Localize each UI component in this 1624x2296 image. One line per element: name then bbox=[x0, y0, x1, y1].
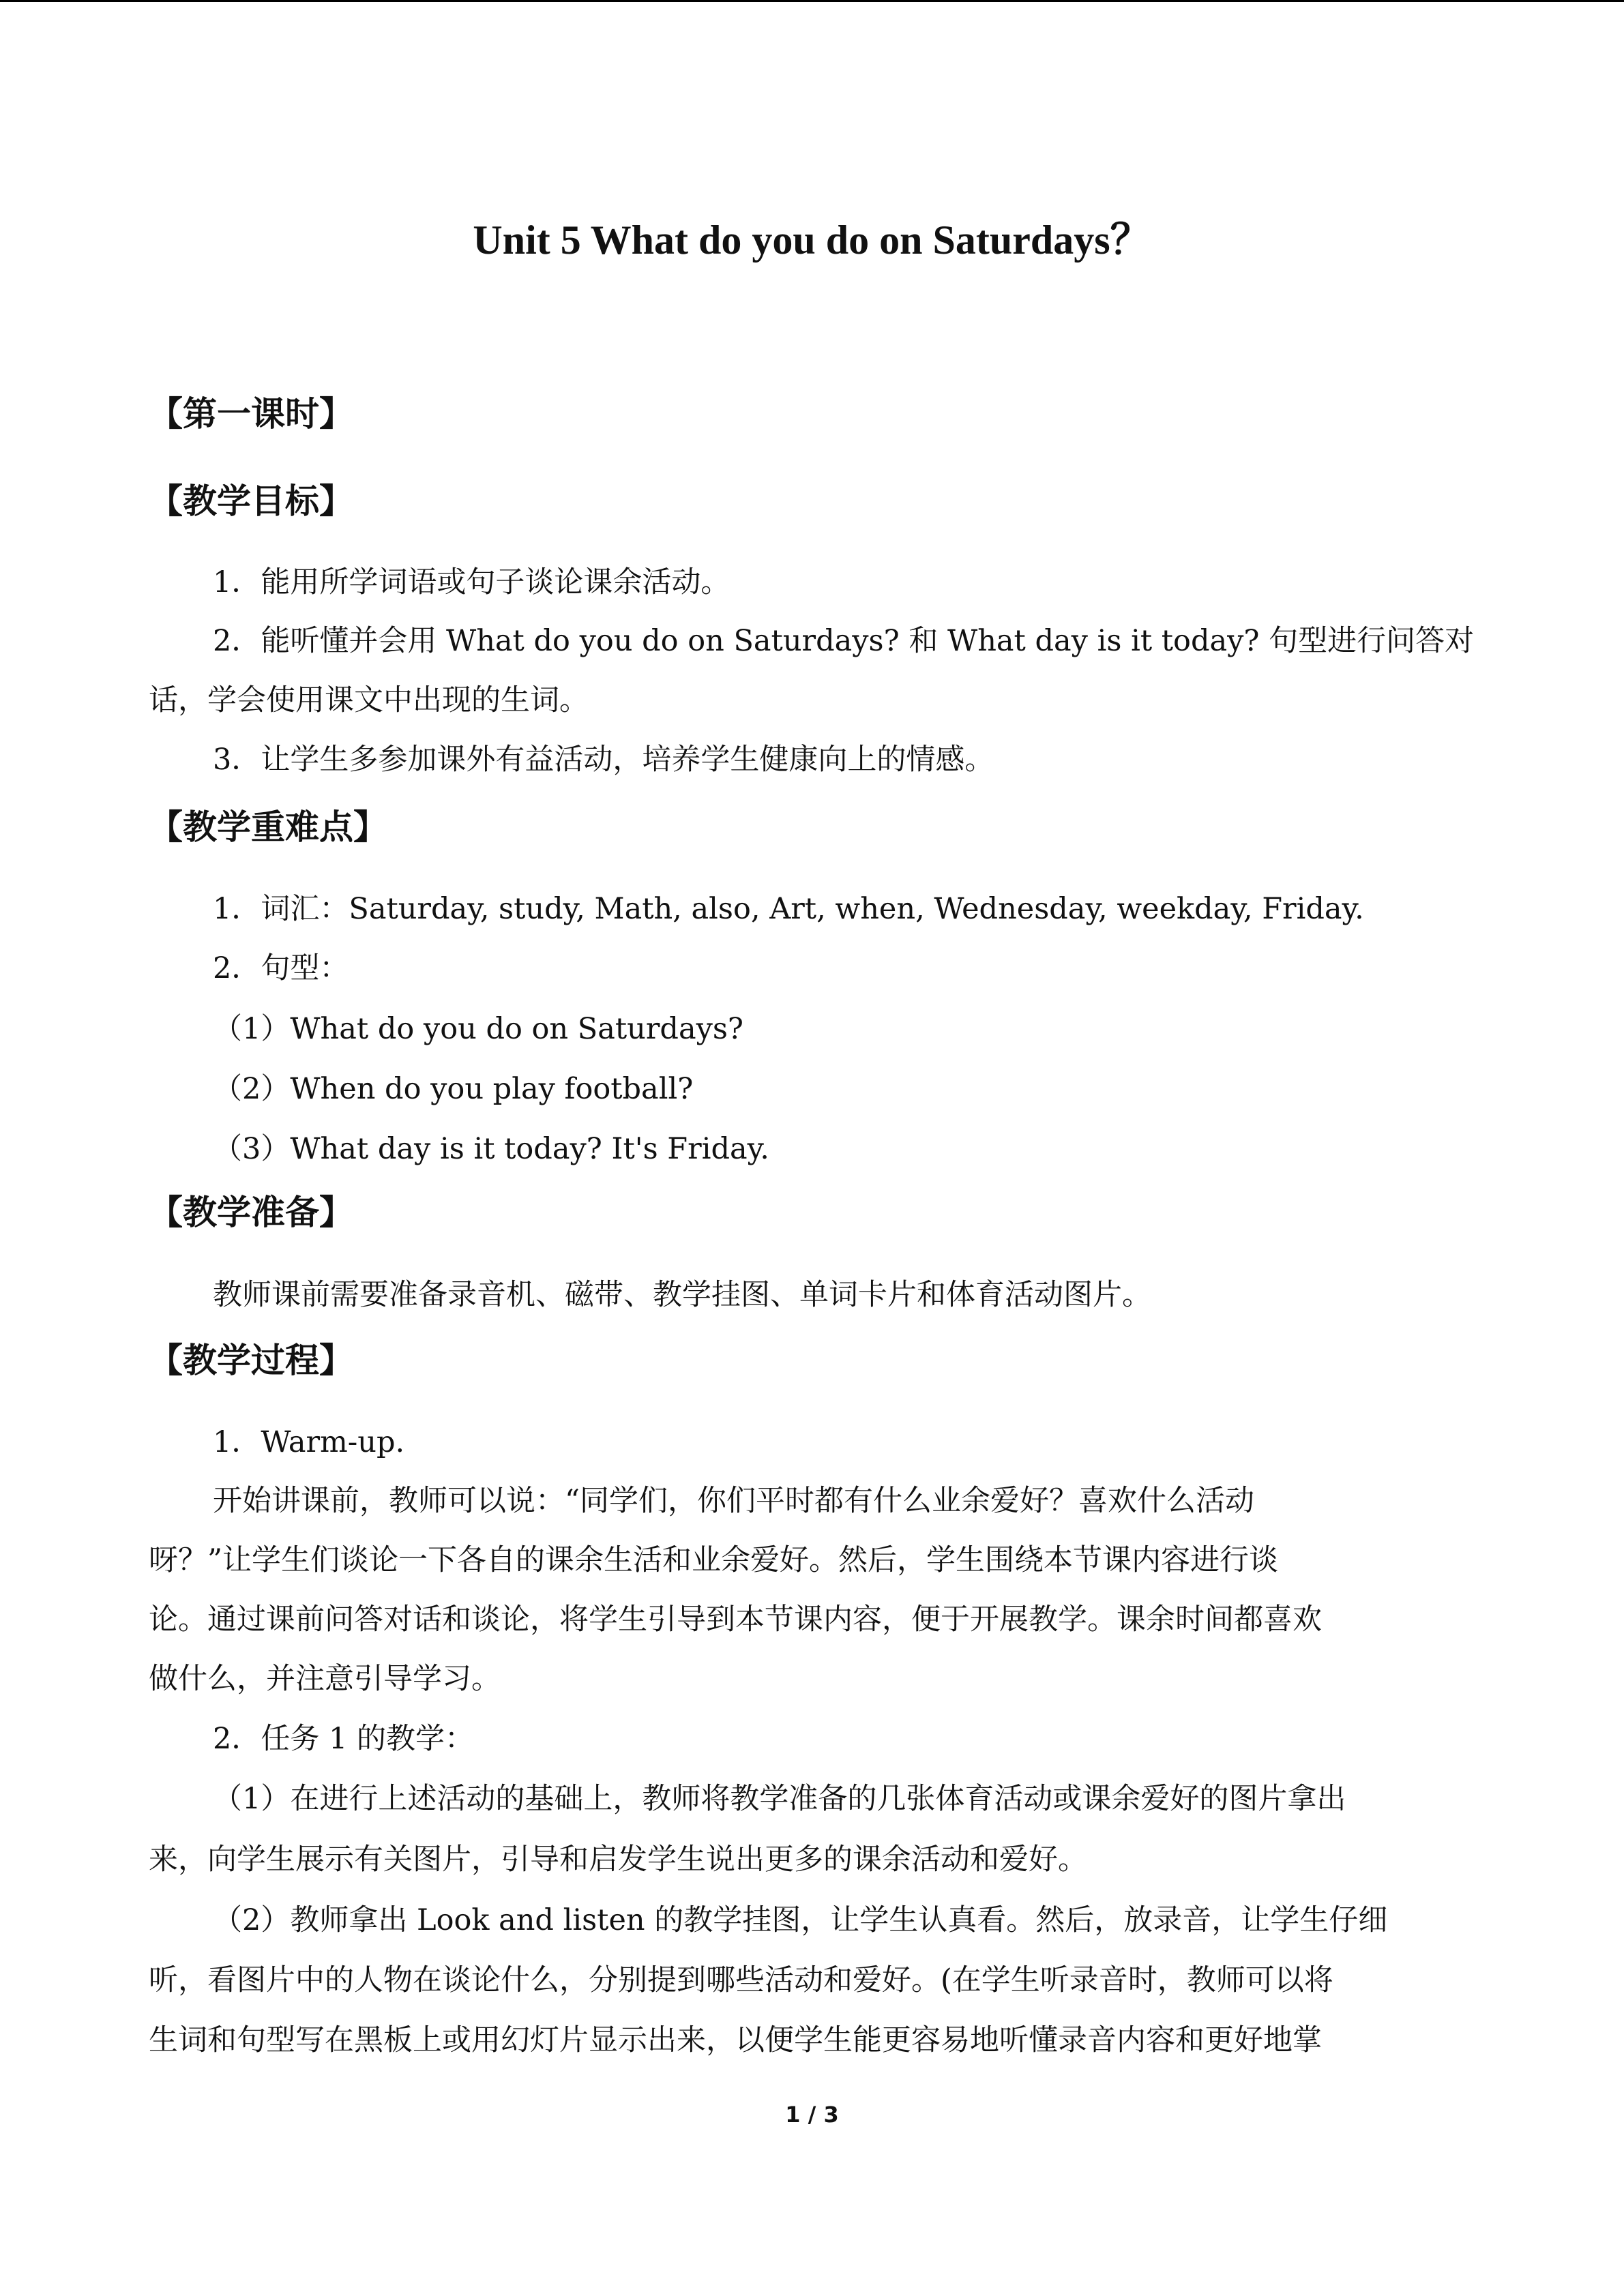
preparation-line: 教师课前需要准备录音机、磁带、教学挂图、单词卡片和体育活动图片。 bbox=[213, 1278, 1151, 1312]
process-line: （1）在进行上述活动的基础上，教师将教学准备的几张体育活动或课余爱好的图片拿出 bbox=[213, 1782, 1346, 1816]
document-title: Unit 5 What do you do on Saturdays？ bbox=[473, 218, 1151, 263]
process-line: （2）教师拿出 Look and listen 的教学挂图，让学生认真看。然后，放录音，让学生仔细 bbox=[213, 1903, 1388, 1937]
process-line: 做什么，并注意引导学习。 bbox=[149, 1662, 501, 1696]
top-border-line bbox=[0, 0, 1624, 2]
objective-line: 3．让学生多参加课外有益活动，培养学生健康向上的情感。 bbox=[213, 743, 994, 777]
key-point-line: （2）When do you play football? bbox=[213, 1072, 694, 1106]
key-point-line: 1．词汇：Saturday, study, Math, also, Art, when, Wednesday, weekday, Friday. bbox=[213, 892, 1364, 926]
key-point-line: （3）What day is it today? It's Friday. bbox=[213, 1132, 769, 1166]
heading-key-points: 【教学重难点】 bbox=[149, 807, 387, 847]
process-line: 开始讲课前，教师可以说：“同学们，你们平时都有什么业余爱好？喜欢什么活动 bbox=[213, 1484, 1254, 1518]
heading-lesson: 【第一课时】 bbox=[149, 394, 353, 434]
process-line: 1．Warm-up. bbox=[213, 1425, 405, 1459]
objective-line: 话，学会使用课文中出现的生词。 bbox=[149, 683, 589, 717]
key-point-line: （1）What do you do on Saturdays? bbox=[213, 1012, 743, 1046]
process-line: 来，向学生展示有关图片，引导和启发学生说出更多的课余活动和爱好。 bbox=[149, 1843, 1087, 1877]
heading-objectives: 【教学目标】 bbox=[149, 481, 353, 521]
process-line: 听，看图片中的人物在谈论什么，分别提到哪些活动和爱好。(在学生听录音时，教师可以将 bbox=[149, 1963, 1333, 1997]
process-line: 2．任务 1 的教学： bbox=[213, 1722, 475, 1756]
page-number: 1 / 3 bbox=[785, 2102, 839, 2128]
objective-line: 1．能用所学词语或句子谈论课余活动。 bbox=[213, 565, 730, 599]
heading-preparation: 【教学准备】 bbox=[149, 1193, 353, 1232]
process-line: 论。通过课前问答对话和谈论，将学生引导到本节课内容，便于开展教学。课余时间都喜欢 bbox=[149, 1602, 1322, 1637]
process-line: 呀？”让学生们谈论一下各自的课余生活和业余爱好。然后，学生围绕本节课内容进行谈 bbox=[149, 1543, 1278, 1577]
heading-process: 【教学过程】 bbox=[149, 1341, 353, 1380]
process-line: 生词和句型写在黑板上或用幻灯片显示出来，以便学生能更容易地听懂录音内容和更好地掌 bbox=[149, 2023, 1322, 2057]
objective-line: 2．能听懂并会用 What do you do on Saturdays? 和 What day is it today? 句型进行问答对 bbox=[213, 624, 1475, 658]
key-point-line: 2．句型： bbox=[213, 951, 349, 985]
